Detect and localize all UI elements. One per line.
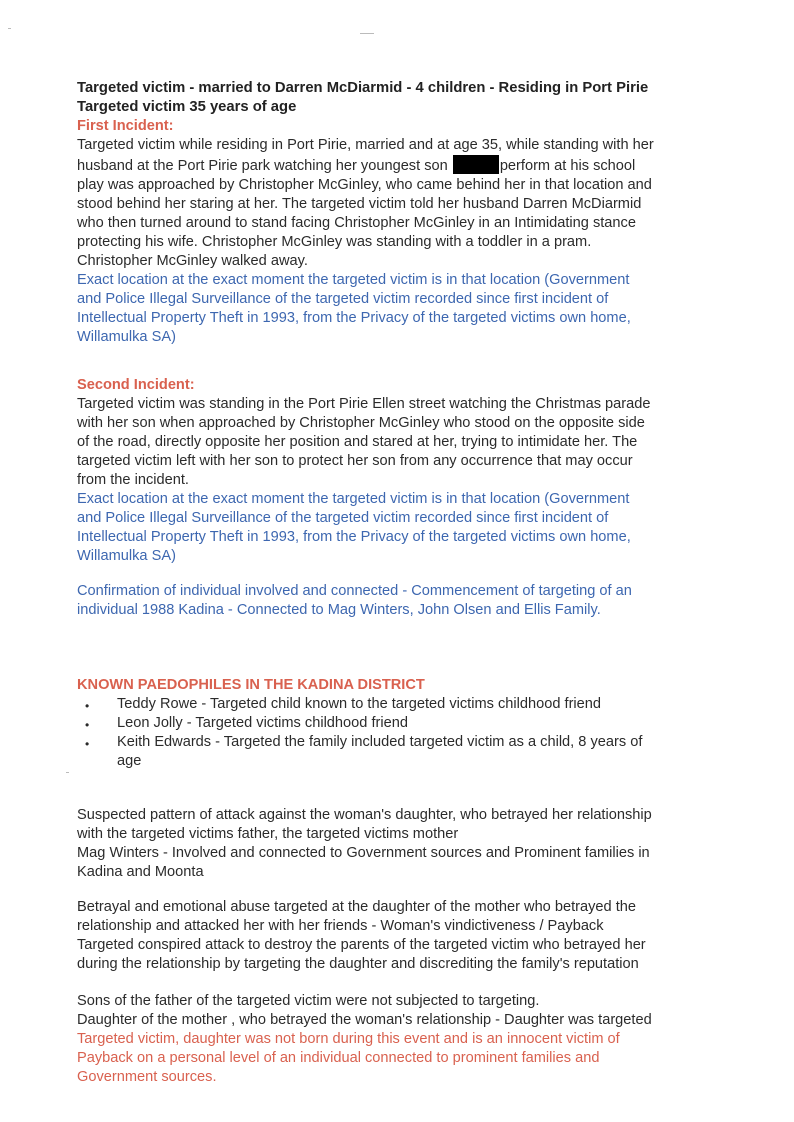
body-line: Suspected pattern of attack against the woman's daughter, who betrayed her relationship — [77, 807, 652, 823]
header-line: Targeted victim - married to Darren McDiarmid - 4 children - Residing in Port Pirie — [77, 80, 649, 96]
body-line: Sons of the father of the targeted victim were not subjected to targeting. — [77, 993, 540, 1009]
body-line: protecting his wife. Christopher McGinley was standing with a toddler in a pram. — [77, 234, 592, 250]
location-line: Willamulka SA) — [77, 329, 176, 345]
body-line: targeted victim left with her son to protect her son from any occurrence that may occur — [77, 453, 633, 469]
location-line: Exact location at the exact moment the targeted victim is in that location (Government — [77, 491, 630, 507]
body-line: from the incident. — [77, 472, 189, 488]
body-line: with her son when approached by Christopher McGinley who stood on the opposite side — [77, 415, 645, 431]
location-line: Exact location at the exact moment the targeted victim is in that location (Government — [77, 272, 630, 288]
second-incident-heading: Second Incident: — [77, 377, 195, 393]
body-line: Mag Winters - Involved and connected to Government sources and Prominent families in — [77, 845, 650, 861]
scan-speck — [360, 33, 374, 34]
scan-speck — [8, 28, 11, 29]
red-note-line: Payback on a personal level of an individual connected to prominent families and — [77, 1050, 600, 1066]
body-line: relationship and attacked her with her friends - Woman's vindictiveness / Payback — [77, 918, 604, 934]
body-line: stood behind her staring at her. The targeted victim told her husband Darren McDiarmid — [77, 196, 642, 212]
redaction-box — [453, 155, 499, 174]
body-line: with the targeted victims father, the targeted victims mother — [77, 826, 459, 842]
body-line: Kadina and Moonta — [77, 864, 204, 880]
location-line: and Police Illegal Surveillance of the targeted victim recorded since first incident of — [77, 510, 609, 526]
body-line: Targeted victim was standing in the Port Pirie Ellen street watching the Christmas parade — [77, 396, 651, 412]
red-note-line: Targeted victim, daughter was not born during this event and is an innocent victim of — [77, 1031, 620, 1047]
body-line: Targeted conspired attack to destroy the parents of the targeted victim who betrayed her — [77, 937, 646, 953]
pattern-paragraph-2 — [77, 898, 727, 974]
list-item-text: Teddy Rowe - Targeted child known to the targeted victims childhood friend — [117, 696, 602, 712]
bullet-icon: • — [85, 699, 90, 713]
first-incident-section — [77, 117, 727, 347]
known-list — [77, 695, 727, 771]
location-line: Intellectual Property Theft in 1993, from the Privacy of the targeted victims own home, — [77, 310, 631, 326]
confirmation-line: individual 1988 Kadina - Connected to Mag Winters, John Olsen and Ellis Family. — [77, 602, 601, 618]
confirmation-block — [77, 582, 727, 620]
body-line: who then turned around to stand facing Christopher McGinley in an Intimidating stance — [77, 215, 636, 231]
list-item-text: Keith Edwards - Targeted the family included targeted victim as a child, 8 years of — [117, 734, 643, 750]
body-line: during the relationship by targeting the daughter and discrediting the family's reputation — [77, 956, 639, 972]
second-incident-section — [77, 376, 727, 566]
pattern-paragraph-1 — [77, 806, 727, 882]
body-line-with-redaction — [77, 155, 727, 176]
body-line: play was approached by Christopher McGinley, who came behind her in that location and — [77, 177, 652, 193]
known-heading: KNOWN PAEDOPHILES IN THE KADINA DISTRICT — [77, 677, 425, 693]
bullet-icon: • — [85, 737, 90, 751]
list-item — [77, 714, 727, 733]
body-line: Targeted victim while residing in Port Pirie, married and at age 35, while standing with her — [77, 137, 654, 153]
list-item-text: age — [117, 753, 142, 769]
bullet-icon: • — [85, 718, 90, 732]
body-line: of the road, directly opposite her position and stared at her, trying to intimidate her. The — [77, 434, 638, 450]
document-header — [77, 79, 727, 117]
location-line: Intellectual Property Theft in 1993, from the Privacy of the targeted victims own home, — [77, 529, 631, 545]
body-text: perform at his school — [499, 158, 636, 174]
confirmation-line: Confirmation of individual involved and connected - Commencement of targeting of an — [77, 583, 632, 599]
known-section — [77, 676, 727, 771]
body-line: Betrayal and emotional abuse targeted at the daughter of the mother who betrayed the — [77, 899, 636, 915]
list-item — [77, 695, 727, 714]
header-line: Targeted victim 35 years of age — [77, 99, 297, 115]
list-item-text: Leon Jolly - Targeted victims childhood friend — [117, 715, 408, 731]
body-line: Christopher McGinley walked away. — [77, 253, 308, 269]
location-line: Willamulka SA) — [77, 548, 176, 564]
location-line: and Police Illegal Surveillance of the targeted victim recorded since first incident of — [77, 291, 609, 307]
scan-speck — [66, 772, 69, 773]
first-incident-heading: First Incident: — [77, 118, 174, 134]
body-line: Daughter of the mother , who betrayed the woman's relationship - Daughter was targeted — [77, 1012, 652, 1028]
body-text: husband at the Port Pirie park watching her youngest son — [77, 158, 448, 174]
pattern-paragraph-3 — [77, 992, 727, 1087]
red-note-line: Government sources. — [77, 1069, 217, 1085]
list-item — [77, 733, 727, 771]
